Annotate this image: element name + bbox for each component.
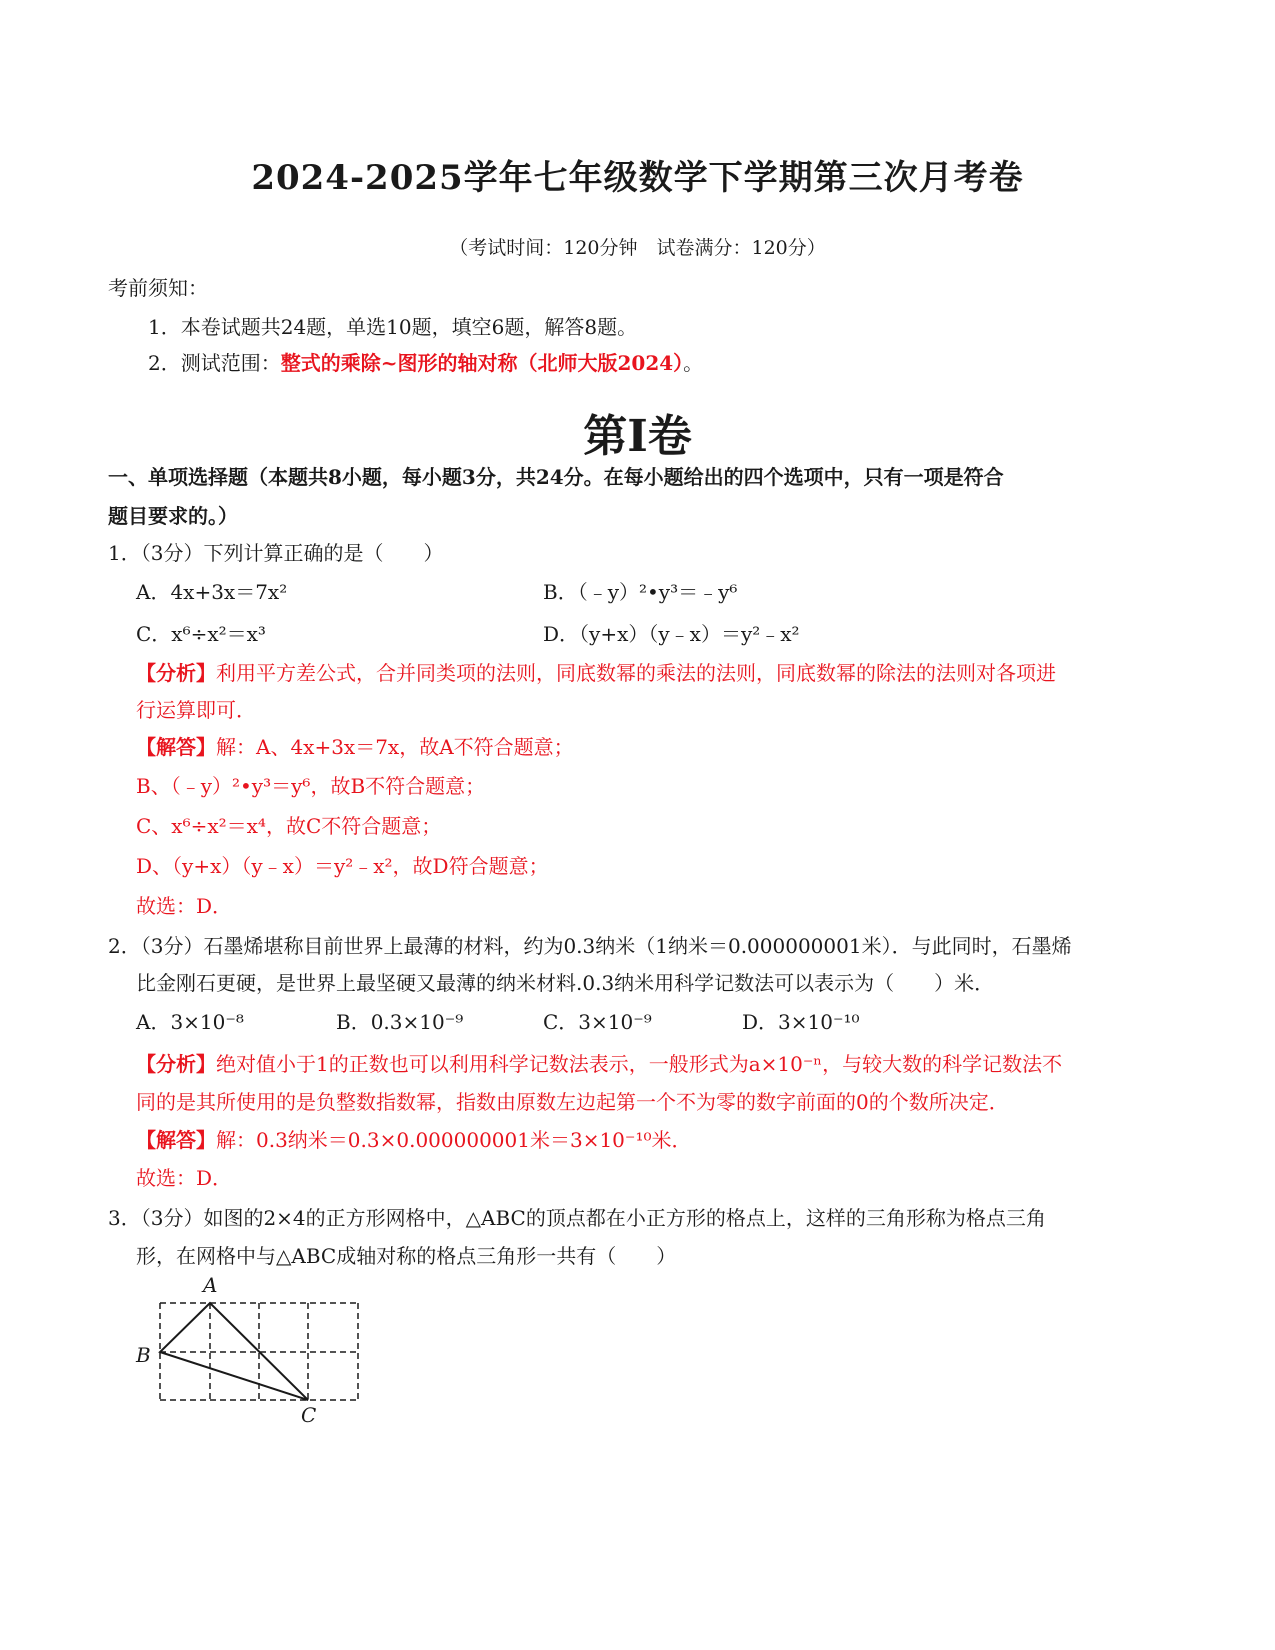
q2-answer-line-1: 解：0.3纳米＝0.3×0.000000001米＝3×10⁻¹⁰米．	[216, 1128, 692, 1152]
notice-heading: 考前须知：	[108, 276, 208, 300]
q1-answer-line-4: D、（y+x）（y﹣x）＝y²﹣x²，故D符合题意；	[136, 854, 549, 878]
notice-item-2	[148, 347, 703, 376]
q1-option-b: B．（﹣y）²•y³＝﹣y⁶	[543, 580, 738, 604]
vertex-label-a: A	[203, 1273, 218, 1297]
q1-analysis-line-2: 行运算即可．	[136, 698, 256, 722]
q1-analysis	[136, 657, 1056, 686]
q1-answer-line-1: 解：A、4x+3x＝7x，故A不符合题意；	[216, 735, 574, 759]
q1-answer-tag: 【解答】	[136, 735, 216, 759]
notice-item-1: 1．本卷试题共24题，单选10题，填空6题，解答8题。	[148, 315, 638, 339]
notice-item-2-prefix: 2．测试范围：	[148, 351, 281, 375]
q1-option-c: C．x⁶÷x²＝x³	[136, 622, 266, 646]
q2-option-c: C．3×10⁻⁹	[543, 1010, 652, 1034]
q2-option-a: A．3×10⁻⁸	[136, 1010, 244, 1034]
vertex-label-c: C	[301, 1403, 317, 1427]
q1-choice: 故选：D．	[136, 894, 233, 918]
q2-analysis	[136, 1048, 1062, 1077]
q3-stem-line-2: 形，在网格中与△ABC成轴对称的格点三角形一共有（ ）	[136, 1244, 677, 1268]
q2-analysis-line-2: 同的是其所使用的是负整数指数幂，指数由原数左边起第一个不为零的数字前面的0的个数所决定．	[136, 1090, 1009, 1114]
q1-answer-line-3: C、x⁶÷x²＝x⁴，故C不符合题意；	[136, 814, 442, 838]
grid-triangle-figure	[130, 1270, 380, 1430]
exam-info: （考试时间：120分钟 试卷满分：120分）	[449, 237, 826, 259]
section-heading-line-1: 一、单项选择题（本题共8小题，每小题3分，共24分。在每小题给出的四个选项中，只有一项是符合	[108, 465, 1004, 489]
volume-heading: 第Ⅰ卷	[583, 411, 692, 462]
notice-item-2-suffix: 。	[683, 351, 704, 375]
q1-stem: 1．（3分）下列计算正确的是（ ）	[108, 541, 444, 565]
q2-answer-tag: 【解答】	[136, 1128, 216, 1152]
q1-option-a: A．4x+3x＝7x²	[136, 580, 288, 604]
q2-analysis-tag: 【分析】	[136, 1052, 216, 1076]
q2-analysis-line-1: 绝对值小于1的正数也可以利用科学记数法表示，一般形式为a×10⁻ⁿ，与较大数的科学记数法不	[216, 1052, 1063, 1076]
section-heading-line-2: 题目要求的。）	[108, 504, 238, 528]
q1-analysis-line-1: 利用平方差公式，合并同类项的法则，同底数幂的乘法的法则，同底数幂的除法的法则对各项进	[216, 661, 1056, 685]
q2-option-b: B．0.3×10⁻⁹	[336, 1010, 464, 1034]
q3-stem-line-1: 3．（3分）如图的2×4的正方形网格中，△ABC的顶点都在小正方形的格点上，这样的三角形称为格点三角	[108, 1206, 1046, 1230]
q2-stem-line-2: 比金刚石更硬，是世界上最坚硬又最薄的纳米材料.0.3纳米用科学记数法可以表示为（ ）米．	[136, 971, 995, 995]
test-range: 整式的乘除~图形的轴对称（北师大版2024）	[280, 351, 684, 375]
q1-answer	[136, 731, 574, 760]
page-title: 2024-2025学年七年级数学下学期第三次月考卷	[251, 158, 1024, 198]
q1-answer-line-2: B、（﹣y）²•y³＝y⁶，故B不符合题意；	[136, 774, 486, 798]
vertex-label-b: B	[136, 1343, 151, 1367]
q2-choice: 故选：D．	[136, 1166, 233, 1190]
q2-stem-line-1: 2．（3分）石墨烯堪称目前世界上最薄的材料，约为0.3纳米（1纳米＝0.000000001米）．与此同时，石墨烯	[108, 934, 1072, 958]
q2-answer	[136, 1124, 692, 1153]
q1-option-d: D．（y+x）（y﹣x）＝y²﹣x²	[543, 622, 800, 646]
q2-option-d: D．3×10⁻¹⁰	[742, 1010, 860, 1034]
q1-analysis-tag: 【分析】	[136, 661, 216, 685]
